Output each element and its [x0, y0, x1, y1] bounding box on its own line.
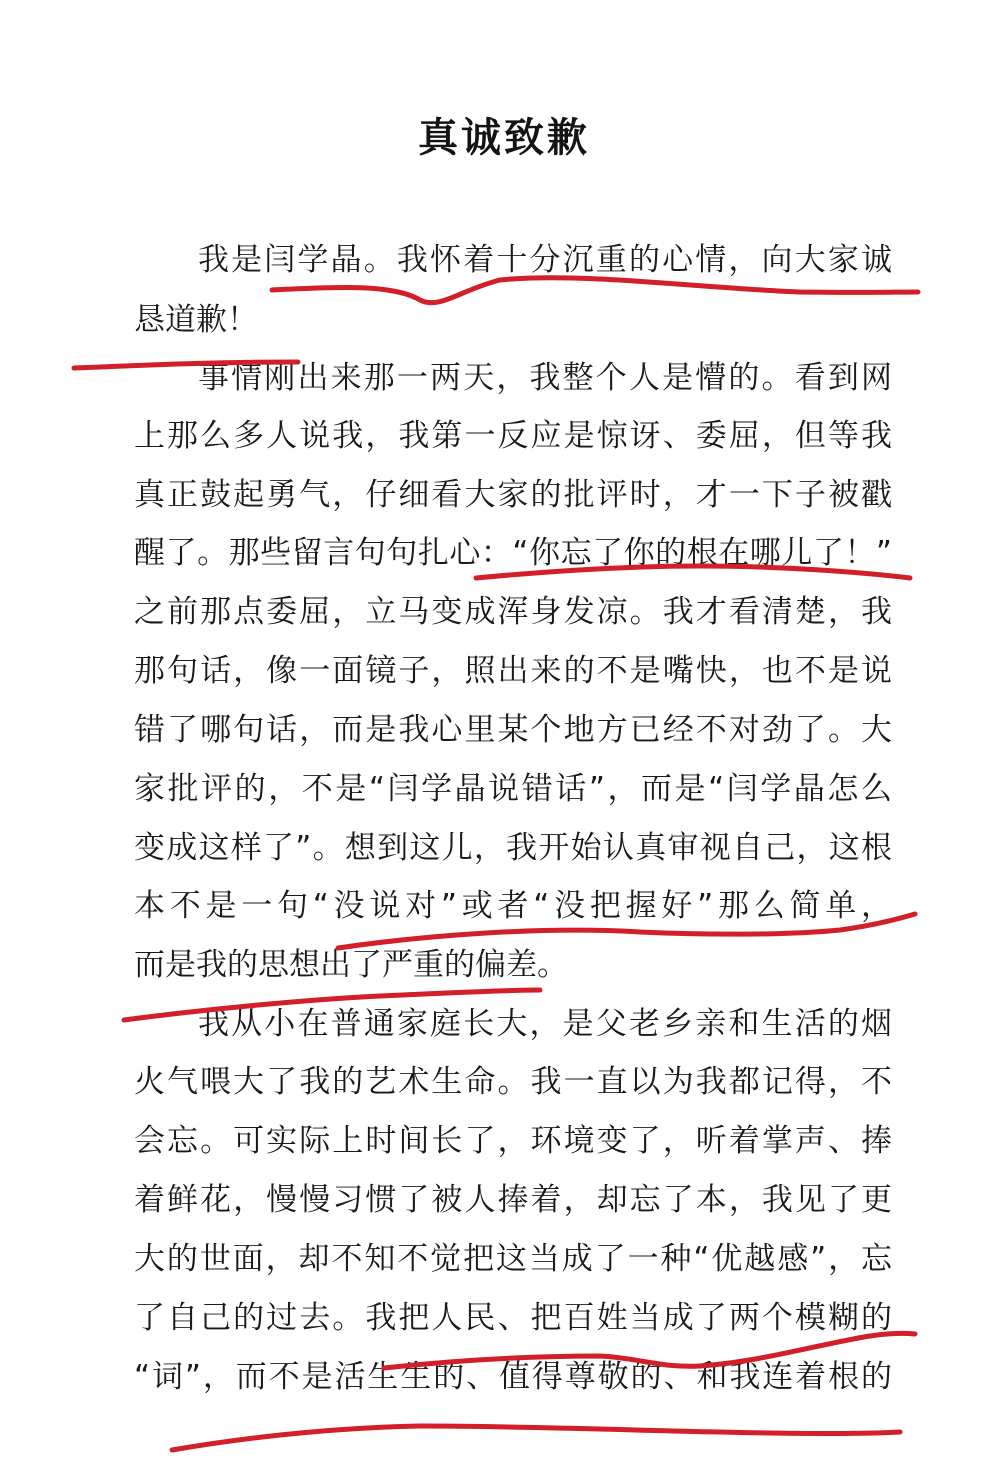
text-line: 我从小在普通家庭长大，是父老乡亲和生活的烟 — [198, 1006, 892, 1042]
text-line: 大的世面，却不知不觉把这当成了一种“优越感”，忘 — [134, 1241, 892, 1277]
text-line: 真正鼓起勇气，仔细看大家的批评时，才一下子被戳 — [134, 477, 892, 513]
text-line: “词”，而不是活生生的、值得尊敬的、和我连着根的 — [134, 1359, 892, 1395]
text-line: 家批评的，不是“闫学晶说错话”，而是“闫学晶怎么 — [134, 771, 892, 807]
document-title: 真诚致歉 — [418, 114, 590, 161]
text-line: 火气喂大了我的艺术生命。我一直以为我都记得，不 — [134, 1064, 892, 1100]
text-line: 本不是一句“没说对”或者“没把握好”那么简单， — [134, 888, 892, 924]
underline-mark-7 — [172, 1426, 900, 1450]
text-line: 错了哪句话，而是我心里某个地方已经不对劲了。大 — [134, 712, 892, 748]
text-line: 醒了。那些留言句句扎心：“你忘了你的根在哪儿了！” — [134, 535, 892, 571]
text-line: 那句话，像一面镜子，照出来的不是嘴快，也不是说 — [134, 653, 892, 689]
text-line: 会忘。可实际上时间长了，环境变了，听着掌声、捧 — [134, 1123, 892, 1159]
text-line: 而是我的思想出了严重的偏差。 — [134, 947, 568, 983]
text-line: 事情刚出来那一两天，我整个人是懵的。看到网 — [198, 360, 892, 396]
text-line: 着鲜花，慢慢习惯了被人捧着，却忘了本，我见了更 — [134, 1182, 892, 1218]
text-line: 之前那点委屈，立马变成浑身发凉。我才看清楚，我 — [134, 594, 892, 630]
text-line: 上那么多人说我，我第一反应是惊讶、委屈，但等我 — [134, 418, 892, 454]
text-line: 变成这样了”。想到这儿，我开始认真审视自己，这根 — [134, 830, 892, 866]
text-line: 我是闫学晶。我怀着十分沉重的心情，向大家诚 — [198, 242, 892, 278]
text-line: 恳道歉！ — [134, 302, 258, 338]
text-line: 了自己的过去。我把人民、把百姓当成了两个模糊的 — [134, 1300, 892, 1336]
